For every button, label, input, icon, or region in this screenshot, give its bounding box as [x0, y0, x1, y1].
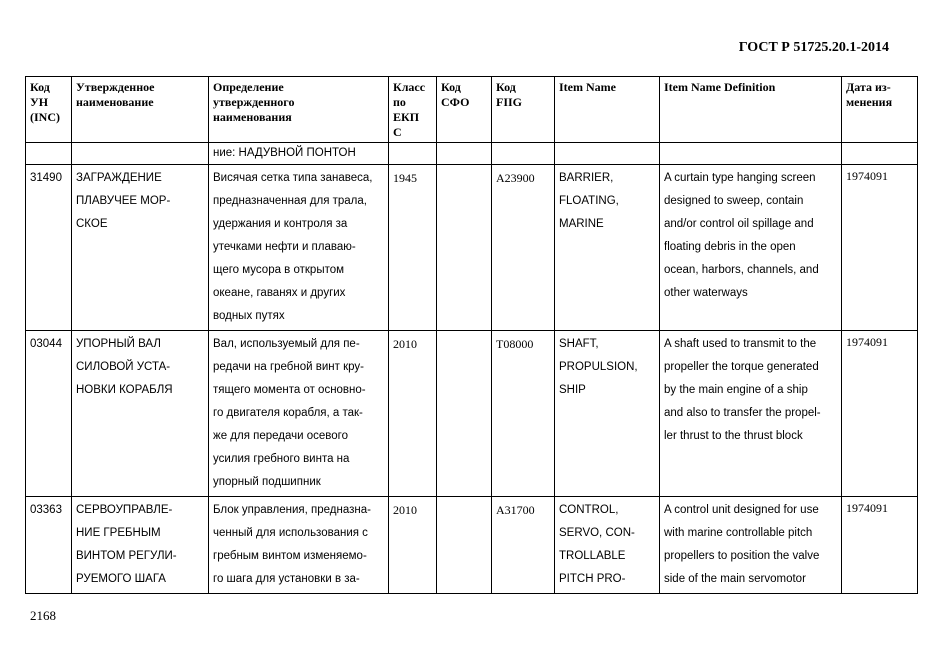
- row-fiig: A23900: [492, 165, 555, 331]
- row-item-def: A shaft used to transmit to the propeller the torque generated by the main engine of a ship and also to transfer the propel- ler thrust to the thrust block: [660, 331, 842, 497]
- row-name: ЗАГРАЖДЕНИЕ ПЛАВУЧЕЕ МОР- СКОЕ: [72, 165, 209, 331]
- col-header-date: Дата из- менения: [842, 77, 918, 143]
- row-date: 1974091: [842, 497, 918, 594]
- row-class: 2010: [389, 497, 437, 594]
- standard-header: ГОСТ Р 51725.20.1-2014: [738, 40, 889, 55]
- col-header-definition: Определение утвержденного наименования: [209, 77, 389, 143]
- col-header-class: Класс по ЕКП С: [389, 77, 437, 143]
- continuation-text: ние: НАДУВНОЙ ПОНТОН: [209, 143, 389, 165]
- row-sfo: [437, 497, 492, 594]
- col-header-item-name: Item Name: [555, 77, 660, 143]
- row-class: 1945: [389, 165, 437, 331]
- col-header-item-def: Item Name Definition: [660, 77, 842, 143]
- row-date: 1974091: [842, 165, 918, 331]
- row-fiig: T08000: [492, 331, 555, 497]
- table-row: [26, 497, 918, 594]
- continuation-row: [26, 143, 918, 165]
- row-name: УПОРНЫЙ ВАЛ СИЛОВОЙ УСТА- НОВКИ КОРАБЛЯ: [72, 331, 209, 497]
- table-row: [26, 331, 918, 497]
- header-row: [26, 77, 918, 143]
- col-header-name: Утвержденное наименование: [72, 77, 209, 143]
- row-definition: Висячая сетка типа занавеса, предназначенная для трала, удержания и контроля за утечками нефти и плаваю- щего мусора в открытом океане, гаванях и других водных путях: [209, 165, 389, 331]
- row-code: 31490: [26, 165, 72, 331]
- col-header-fiig: Код FIIG: [492, 77, 555, 143]
- row-sfo: [437, 165, 492, 331]
- row-item-def: A curtain type hanging screen designed to sweep, contain and/or control oil spillage and floating debris in the open ocean, harbors, channels, and other waterways: [660, 165, 842, 331]
- row-item-def: A control unit designed for use with marine controllable pitch propellers to position the valve side of the main servomotor: [660, 497, 842, 594]
- col-header-code: Код УН (INC): [26, 77, 72, 143]
- row-fiig: A31700: [492, 497, 555, 594]
- col-header-sfo: Код СФО: [437, 77, 492, 143]
- row-code: 03044: [26, 331, 72, 497]
- row-item-name: CONTROL, SERVO, CON- TROLLABLE PITCH PRO-: [555, 497, 660, 594]
- catalog-table: [25, 76, 918, 594]
- row-code: 03363: [26, 497, 72, 594]
- page-number: 2168: [30, 608, 56, 623]
- row-sfo: [437, 331, 492, 497]
- row-item-name: BARRIER, FLOATING, MARINE: [555, 165, 660, 331]
- row-definition: Блок управления, предназна- ченный для использования с гребным винтом изменяемо- го шага для установки в за-: [209, 497, 389, 594]
- table-row: [26, 165, 918, 331]
- row-definition: Вал, используемый для пе- редачи на гребной винт кру- тящего момента от основно- го двигателя корабля, а так- же для передачи осевого усилия гребного винта на упорный подшипник: [209, 331, 389, 497]
- row-class: 2010: [389, 331, 437, 497]
- row-name: СЕРВОУПРАВЛЕ- НИЕ ГРЕБНЫМ ВИНТОМ РЕГУЛИ- РУЕМОГО ШАГА: [72, 497, 209, 594]
- row-item-name: SHAFT, PROPULSION, SHIP: [555, 331, 660, 497]
- row-date: 1974091: [842, 331, 918, 497]
